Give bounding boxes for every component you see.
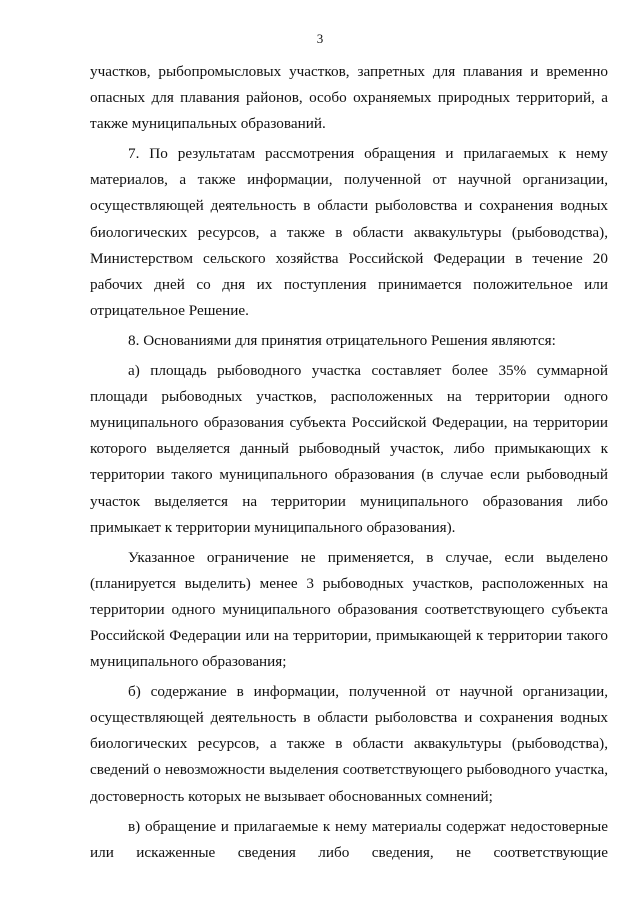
paragraph-8b: б) содержание в информации, полученной от научной организации, осуществляющей деятельность в области рыболовства и сохранения водных биологических ресурсов, а также в области аквакультуры (рыбоводства), сведений о невозможности выделения соответствующего рыбоводного участка, достоверность которых не вызывает обоснованных сомнений; bbox=[90, 683, 608, 805]
paragraph-7: 7. По результатам рассмотрения обращения и прилагаемых к нему материалов, а также информации, полученной от научной организации, осуществляющей деятельность в области рыболовства и сохранения водных биологических ресурсов, а также в области аквакультуры (рыбоводства), Министерством сельского хозяйства Российской Федерации в течение 20 рабочих дней со дня их поступления принимается положительное или отрицательное Решение. bbox=[90, 145, 608, 319]
paragraph-continuation: участков, рыбопромысловых участков, запретных для плавания и временно опасных для плавания районов, особо охраняемых природных территорий, а также муниципальных образований. bbox=[90, 63, 608, 133]
paragraph-8v: в) обращение и прилагаемые к нему материалы содержат недостоверные или искаженные сведения либо сведения, не соответствующие bbox=[90, 817, 608, 861]
paragraph-8a: а) площадь рыбоводного участка составляет более 35% суммарной площади рыбоводных участков, расположенных на территории одного муниципального образования субъекта Российской Федерации, на территории которого выделяется данный рыбоводный участок, либо примыкающих к территории такого муниципального образования (в случае если рыбоводный участок выделяется на территории муниципального образования либо примыкает к территории муниципального образования). bbox=[90, 362, 608, 536]
paragraph-restriction-note: Указанное ограничение не применяется, в случае, если выделено (планируется выделить) менее 3 рыбоводных участков, расположенных на территории одного муниципального образования соответствующего субъекта Российской Федерации или на территории, примыкающей к территории такого муниципального образования; bbox=[90, 548, 608, 671]
page-number: 3 bbox=[316, 31, 324, 46]
paragraph-8: 8. Основаниями для принятия отрицательного Решения являются: bbox=[128, 331, 556, 349]
document-body bbox=[90, 59, 608, 861]
